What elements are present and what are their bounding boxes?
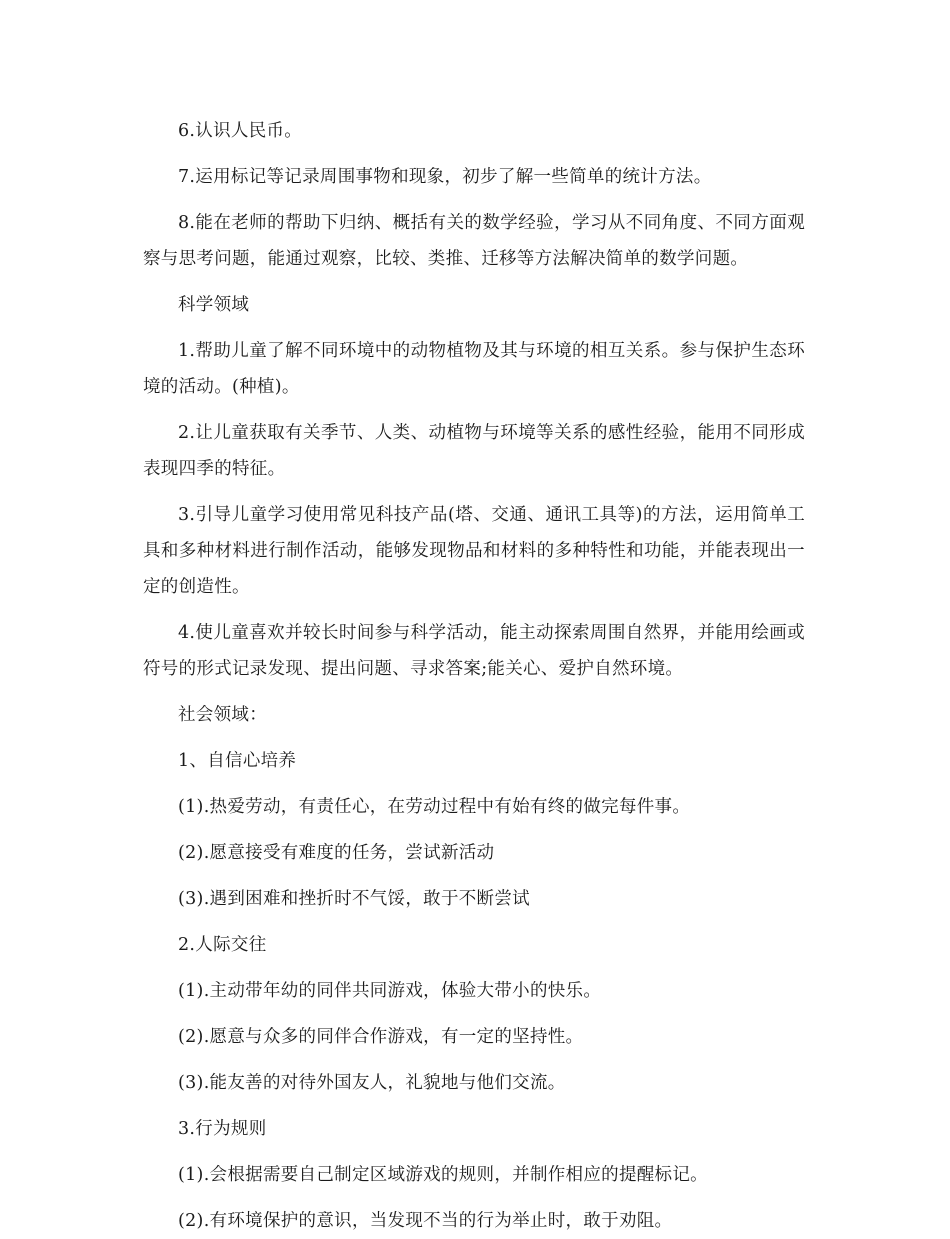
paragraph-self-confidence-3: (3).遇到困难和挫折时不气馁，敢于不断尝试 [178,889,530,909]
heading-social-domain: 社会领域： [178,705,267,725]
subheading-self-confidence: 1、自信心培养 [178,751,297,771]
paragraph-self-confidence-1: (1).热爱劳动，有责任心，在劳动过程中有始有终的做完每件事。 [178,797,691,817]
paragraph-interpersonal-2: (2).愿意与众多的同伴合作游戏，有一定的坚持性。 [178,1027,584,1047]
paragraph-science-item-4: 4.使儿童喜欢并较长时间参与科学活动，能主动探索周围自然界，并能用绘画或符号的形式记录发现、提出问题、寻求答案;能关心、爱护自然环境。 [143,623,805,679]
paragraph-science-item-1: 1.帮助儿童了解不同环境中的动物植物及其与环境的相互关系。参与保护生态环境的活动。(种植)。 [143,341,805,397]
paragraph-interpersonal-3: (3).能友善的对待外国友人，礼貌地与他们交流。 [178,1073,566,1093]
paragraph-behavior-rules-1: (1).会根据需要自己制定区域游戏的规则，并制作相应的提醒标记。 [178,1165,708,1185]
paragraph-science-item-3: 3.引导儿童学习使用常见科技产品(塔、交通、通讯工具等)的方法，运用简单工具和多种材料进行制作活动，能够发现物品和材料的多种特性和功能，并能表现出一定的创造性。 [143,505,805,597]
paragraph-science-item-2: 2.让儿童获取有关季节、人类、动植物与环境等关系的感性经验，能用不同形成表现四季的特征。 [143,423,805,479]
paragraph-math-item-7: 7.运用标记等记录周围事物和现象，初步了解一些简单的统计方法。 [178,167,712,187]
paragraph-interpersonal-1: (1).主动带年幼的同伴共同游戏，体验大带小的快乐。 [178,981,602,1001]
subheading-interpersonal: 2.人际交往 [178,935,267,955]
paragraph-self-confidence-2: (2).愿意接受有难度的任务，尝试新活动 [178,843,495,863]
paragraph-math-item-6: 6.认识人民币。 [178,121,303,141]
paragraph-math-item-8: 8.能在老师的帮助下归纳、概括有关的数学经验，学习从不同角度、不同方面观察与思考问题，能通过观察，比较、类推、迁移等方法解决简单的数学问题。 [143,213,805,269]
paragraph-behavior-rules-2: (2).有环境保护的意识，当发现不当的行为举止时，敢于劝阻。 [178,1211,673,1231]
heading-science-domain: 科学领域 [178,295,250,315]
document-body [143,113,805,1239]
subheading-behavior-rules: 3.行为规则 [178,1119,267,1139]
